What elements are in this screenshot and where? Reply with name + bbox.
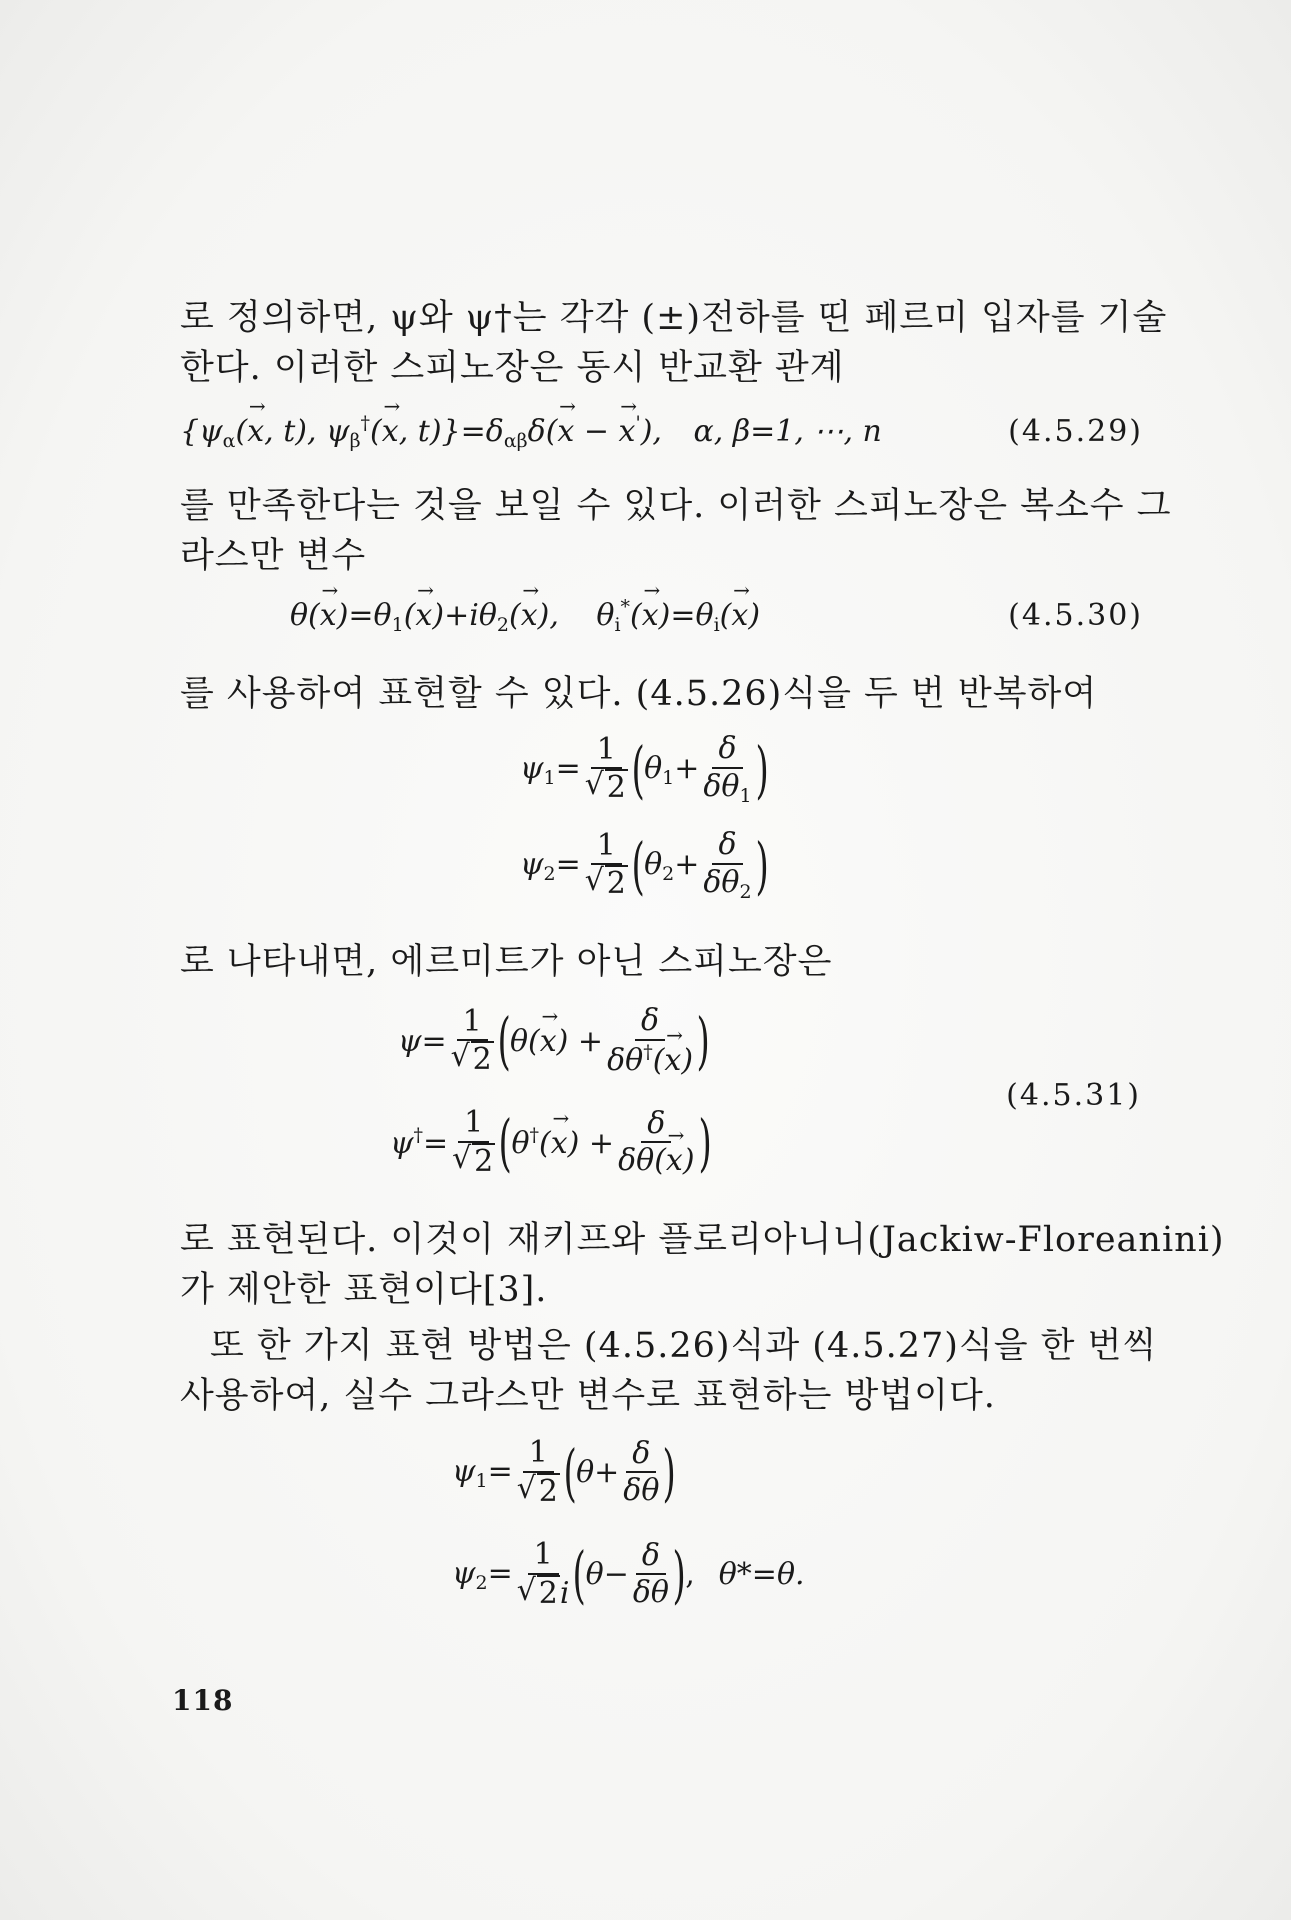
equation-number-4-5-30: (4.5.30) [1008,598,1143,633]
equation-number-4-5-29: (4.5.29) [1008,414,1143,449]
equation-4-5-30: $\theta(\to x)=\theta_1(\to x)+i\theta_2(\to x)$, $\theta_i^*(\to x)=\theta_i(\to x)$ [290,596,760,636]
equation-theta-real: θ*=θ. [718,1557,805,1593]
equation-psi1-complex: $\psi_1=$ 1 √ 2 ( $\theta_1+$ $\frac{\delta}{\delta\theta_1}$ ) [520,732,768,807]
equation-4-5-29-body: {$\psi_\alpha(\to x$, t), $\psi_\beta^\dagger(\to x$, $t)\}=\delta_{\alpha\beta}\delta(\to x$ − → x'), [180,414,662,449]
page-number: 118 [172,1684,234,1717]
equation-psi-dagger: ψ†= 1 √ 2 ( θ†(→ x) + $\frac{\delta}{\delta\theta(\to x)}$ ) [390,1106,711,1180]
equation-psi2-complex: $\psi_2=$ 1 √ 2 ( $\theta_2+$ $\frac{\delta}{\delta\theta_2}$ ) [520,828,768,903]
paragraph-2-line-1: 를 만족한다는 것을 보일 수 있다. 이러한 스피노장은 복소수 그 [180,486,1172,526]
paragraph-6-line-2: 사용하여, 실수 그라스만 변수로 표현하는 방법이다. [180,1376,996,1416]
equation-psi1-real: $\psi_1=$ 1 √ 2 ( θ+ $\frac{\delta}{\delta\theta}$ ) [452,1436,676,1510]
equation-number-4-5-31: (4.5.31) [1006,1078,1141,1113]
paragraph-4-line-1: 로 나타내면, 에르미트가 아닌 스피노장은 [180,942,833,982]
paragraph-1-line-1: 로 정의하면, ψ와 ψ†는 각각 (±)전하를 띤 페르미 입자를 기술 [180,298,1168,338]
paragraph-2-line-2: 라스만 변수 [180,536,367,576]
paragraph-3-line-1: 를 사용하여 표현할 수 있다. (4.5.26)식을 두 번 반복하여 [180,674,1098,714]
equation-4-5-29-tail: α, β=1, ⋯, n [693,414,882,449]
equation-psi2-real: $\psi_2=$ 1 √ 2i ( θ− $\frac{\delta}{\delta\theta}$ ) , θ*=θ. [452,1538,805,1612]
equation-4-5-29 [180,412,882,452]
paragraph-5-line-2: 가 제안한 표현이다[3]. [180,1270,548,1310]
paragraph-1-line-2: 한다. 이러한 스피노장은 동시 반교환 관계 [180,348,845,388]
equation-psi-nonhermitian: ψ= 1 √ 2 ( θ(→ x) + $\frac{\delta}{\delta\theta^\dagger(\to x)}$ ) [398,1004,709,1079]
paragraph-5-line-1: 로 표현된다. 이것이 재키프와 플로리아니니(Jackiw-Floreanini) [180,1220,1225,1260]
paragraph-6-line-1: 또 한 가지 표현 방법은 (4.5.26)식과 (4.5.27)식을 한 번씩 [210,1326,1158,1366]
